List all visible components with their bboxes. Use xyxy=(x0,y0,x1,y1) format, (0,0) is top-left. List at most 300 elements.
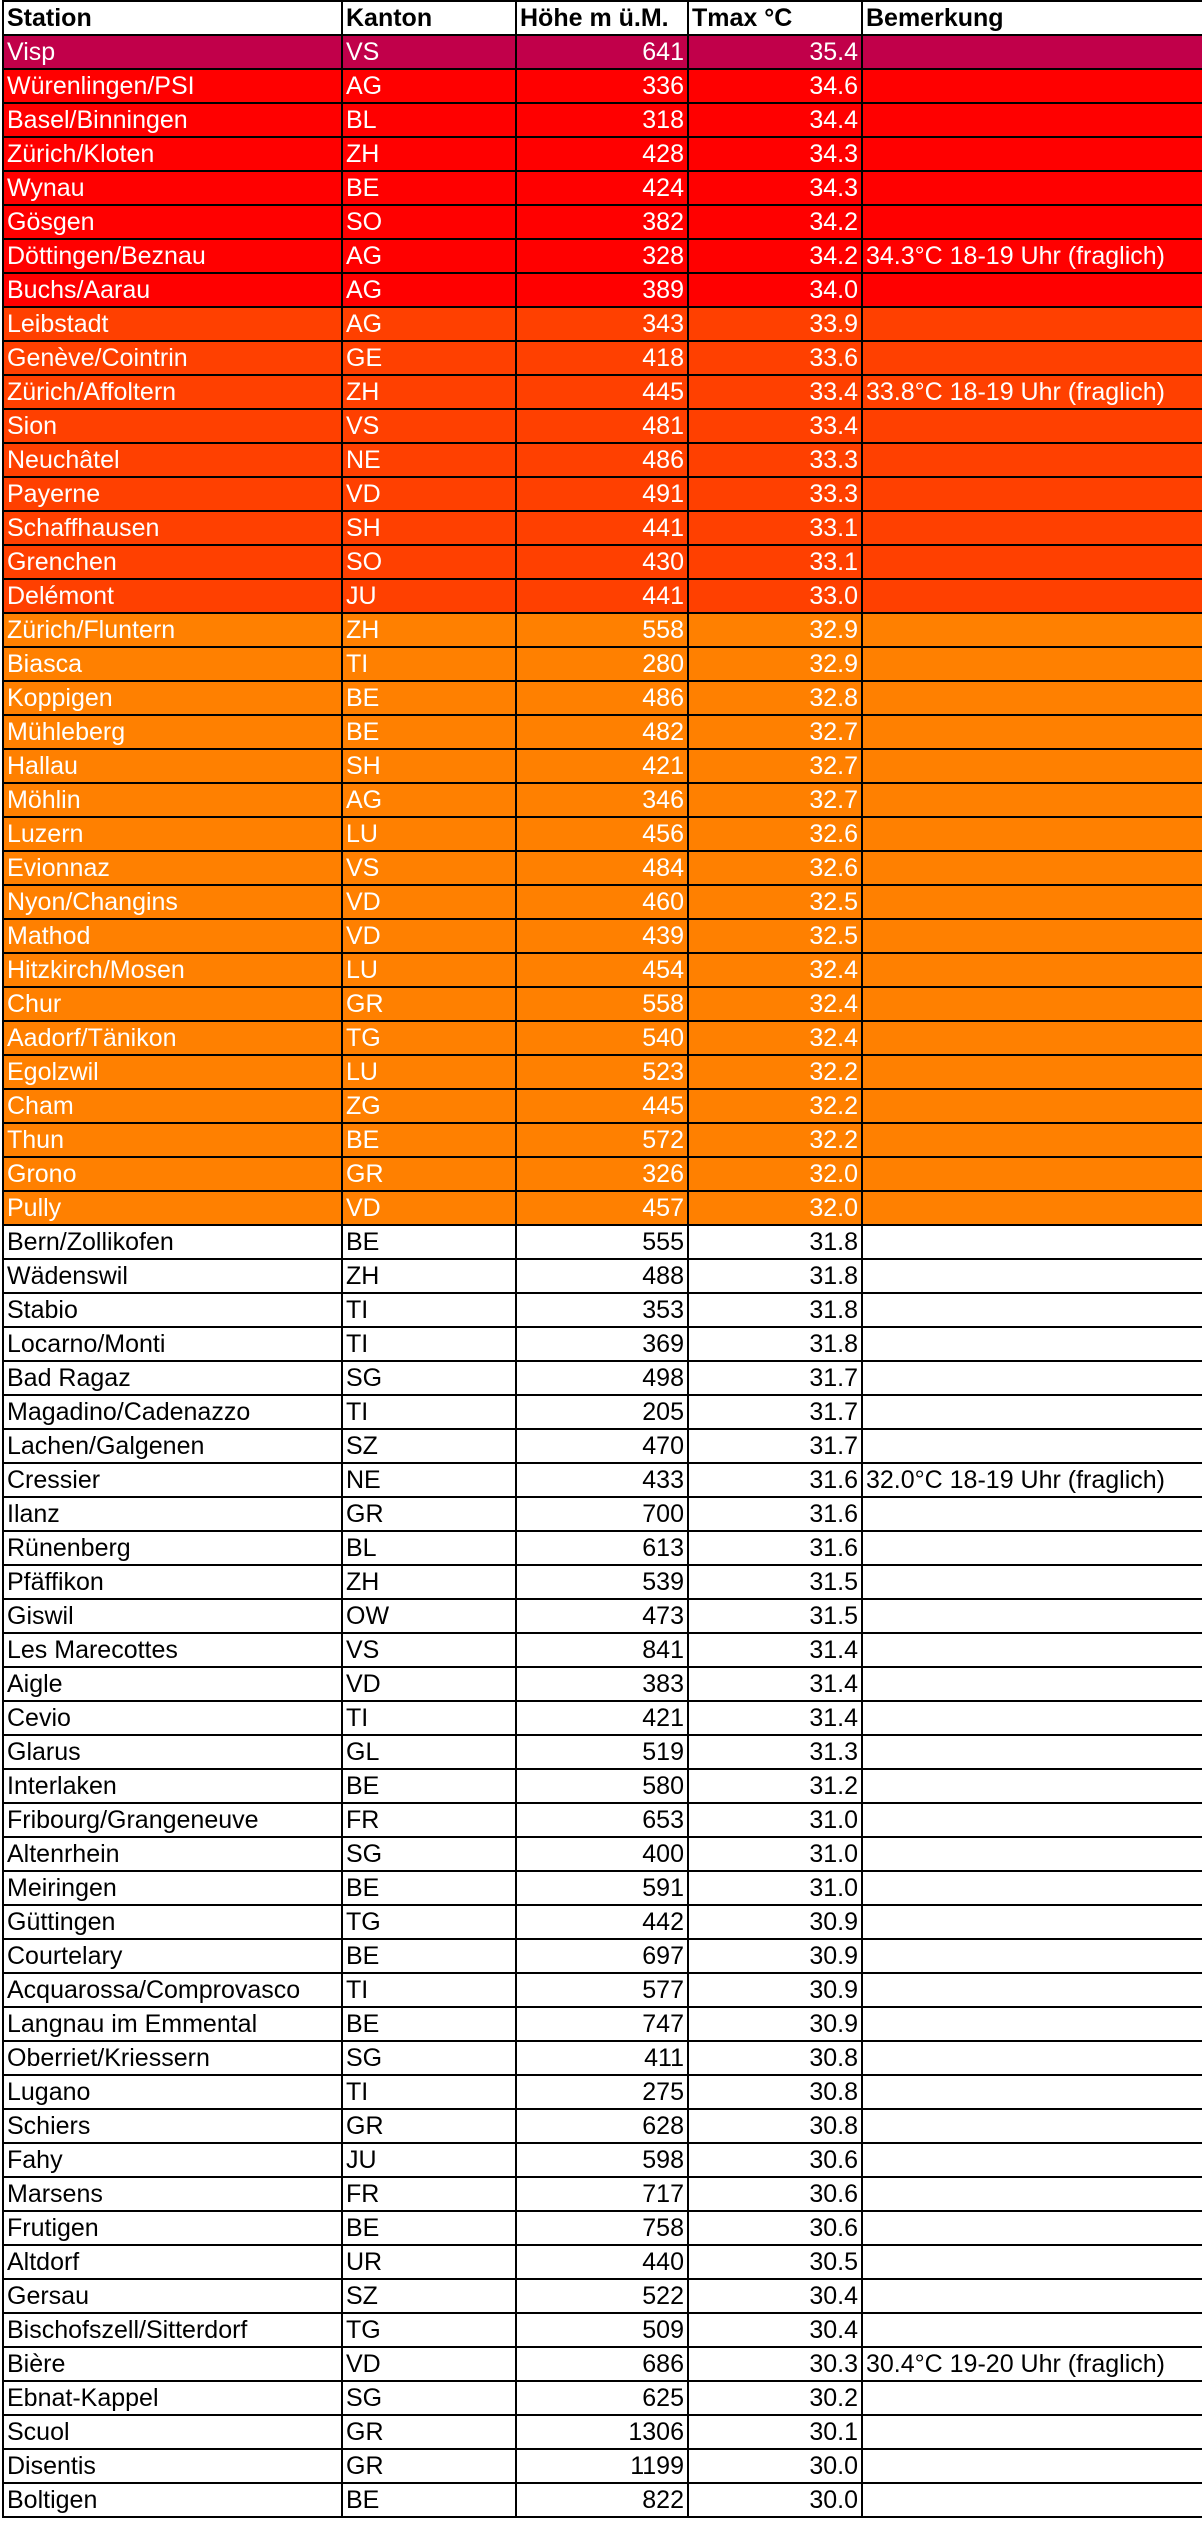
cell-bemerkung[interactable] xyxy=(862,307,1202,341)
cell-hoehe[interactable]: 369 xyxy=(516,1327,688,1361)
cell-hoehe[interactable]: 717 xyxy=(516,2177,688,2211)
cell-bemerkung[interactable] xyxy=(862,1735,1202,1769)
cell-tmax[interactable]: 32.5 xyxy=(688,885,862,919)
cell-kanton[interactable]: GR xyxy=(342,2449,516,2483)
cell-hoehe[interactable]: 441 xyxy=(516,579,688,613)
cell-station[interactable]: Les Marecottes xyxy=(3,1633,342,1667)
cell-tmax[interactable]: 31.7 xyxy=(688,1361,862,1395)
cell-kanton[interactable]: LU xyxy=(342,1055,516,1089)
cell-kanton[interactable]: BE xyxy=(342,2483,516,2517)
cell-tmax[interactable]: 32.7 xyxy=(688,749,862,783)
cell-tmax[interactable]: 32.5 xyxy=(688,919,862,953)
cell-bemerkung[interactable] xyxy=(862,2381,1202,2415)
cell-bemerkung[interactable] xyxy=(862,1089,1202,1123)
cell-kanton[interactable]: TG xyxy=(342,2313,516,2347)
cell-bemerkung[interactable] xyxy=(862,2075,1202,2109)
cell-kanton[interactable]: UR xyxy=(342,2245,516,2279)
cell-bemerkung[interactable] xyxy=(862,2041,1202,2075)
cell-tmax[interactable]: 33.3 xyxy=(688,443,862,477)
cell-station[interactable]: Koppigen xyxy=(3,681,342,715)
cell-bemerkung[interactable] xyxy=(862,1769,1202,1803)
cell-bemerkung[interactable] xyxy=(862,681,1202,715)
cell-station[interactable]: Rünenberg xyxy=(3,1531,342,1565)
cell-station[interactable]: Marsens xyxy=(3,2177,342,2211)
cell-hoehe[interactable]: 613 xyxy=(516,1531,688,1565)
cell-hoehe[interactable]: 326 xyxy=(516,1157,688,1191)
cell-kanton[interactable]: GE xyxy=(342,341,516,375)
cell-hoehe[interactable]: 457 xyxy=(516,1191,688,1225)
cell-kanton[interactable]: ZH xyxy=(342,613,516,647)
cell-kanton[interactable]: AG xyxy=(342,273,516,307)
cell-tmax[interactable]: 33.1 xyxy=(688,511,862,545)
cell-tmax[interactable]: 31.6 xyxy=(688,1497,862,1531)
cell-hoehe[interactable]: 441 xyxy=(516,511,688,545)
cell-hoehe[interactable]: 382 xyxy=(516,205,688,239)
cell-hoehe[interactable]: 482 xyxy=(516,715,688,749)
cell-station[interactable]: Schiers xyxy=(3,2109,342,2143)
cell-tmax[interactable]: 32.8 xyxy=(688,681,862,715)
cell-hoehe[interactable]: 383 xyxy=(516,1667,688,1701)
cell-bemerkung[interactable] xyxy=(862,613,1202,647)
cell-kanton[interactable]: OW xyxy=(342,1599,516,1633)
cell-bemerkung[interactable] xyxy=(862,885,1202,919)
cell-hoehe[interactable]: 758 xyxy=(516,2211,688,2245)
cell-station[interactable]: Neuchâtel xyxy=(3,443,342,477)
cell-kanton[interactable]: AG xyxy=(342,69,516,103)
cell-tmax[interactable]: 34.2 xyxy=(688,239,862,273)
cell-hoehe[interactable]: 519 xyxy=(516,1735,688,1769)
cell-kanton[interactable]: GR xyxy=(342,2109,516,2143)
cell-tmax[interactable]: 32.7 xyxy=(688,715,862,749)
cell-tmax[interactable]: 30.9 xyxy=(688,1939,862,1973)
cell-kanton[interactable]: TI xyxy=(342,1701,516,1735)
cell-kanton[interactable]: AG xyxy=(342,307,516,341)
cell-hoehe[interactable]: 421 xyxy=(516,1701,688,1735)
cell-tmax[interactable]: 30.9 xyxy=(688,2007,862,2041)
cell-tmax[interactable]: 31.0 xyxy=(688,1803,862,1837)
cell-bemerkung[interactable] xyxy=(862,851,1202,885)
cell-hoehe[interactable]: 445 xyxy=(516,375,688,409)
cell-bemerkung[interactable] xyxy=(862,1803,1202,1837)
cell-bemerkung[interactable] xyxy=(862,205,1202,239)
cell-hoehe[interactable]: 424 xyxy=(516,171,688,205)
cell-bemerkung[interactable] xyxy=(862,1497,1202,1531)
cell-station[interactable]: Langnau im Emmental xyxy=(3,2007,342,2041)
cell-hoehe[interactable]: 486 xyxy=(516,443,688,477)
header-bemerkung[interactable]: Bemerkung xyxy=(862,1,1202,35)
cell-station[interactable]: Magadino/Cadenazzo xyxy=(3,1395,342,1429)
cell-kanton[interactable]: SZ xyxy=(342,2279,516,2313)
cell-kanton[interactable]: AG xyxy=(342,783,516,817)
cell-hoehe[interactable]: 400 xyxy=(516,1837,688,1871)
cell-tmax[interactable]: 31.6 xyxy=(688,1531,862,1565)
cell-tmax[interactable]: 30.0 xyxy=(688,2483,862,2517)
cell-bemerkung[interactable] xyxy=(862,715,1202,749)
cell-bemerkung[interactable] xyxy=(862,2211,1202,2245)
cell-hoehe[interactable]: 580 xyxy=(516,1769,688,1803)
cell-hoehe[interactable]: 442 xyxy=(516,1905,688,1939)
cell-kanton[interactable]: BE xyxy=(342,1123,516,1157)
cell-kanton[interactable]: VD xyxy=(342,885,516,919)
cell-hoehe[interactable]: 428 xyxy=(516,137,688,171)
cell-kanton[interactable]: SO xyxy=(342,205,516,239)
cell-bemerkung[interactable] xyxy=(862,1565,1202,1599)
cell-tmax[interactable]: 32.6 xyxy=(688,817,862,851)
cell-tmax[interactable]: 34.3 xyxy=(688,171,862,205)
cell-station[interactable]: Gösgen xyxy=(3,205,342,239)
cell-hoehe[interactable]: 418 xyxy=(516,341,688,375)
cell-station[interactable]: Aadorf/Tänikon xyxy=(3,1021,342,1055)
cell-hoehe[interactable]: 454 xyxy=(516,953,688,987)
cell-bemerkung[interactable] xyxy=(862,783,1202,817)
cell-hoehe[interactable]: 625 xyxy=(516,2381,688,2415)
cell-hoehe[interactable]: 540 xyxy=(516,1021,688,1055)
cell-bemerkung[interactable] xyxy=(862,2279,1202,2313)
cell-kanton[interactable]: NE xyxy=(342,443,516,477)
cell-kanton[interactable]: BL xyxy=(342,103,516,137)
cell-hoehe[interactable]: 747 xyxy=(516,2007,688,2041)
cell-bemerkung[interactable] xyxy=(862,1531,1202,1565)
cell-hoehe[interactable]: 539 xyxy=(516,1565,688,1599)
cell-hoehe[interactable]: 555 xyxy=(516,1225,688,1259)
cell-hoehe[interactable]: 280 xyxy=(516,647,688,681)
cell-bemerkung[interactable] xyxy=(862,409,1202,443)
cell-hoehe[interactable]: 411 xyxy=(516,2041,688,2075)
cell-hoehe[interactable]: 484 xyxy=(516,851,688,885)
cell-tmax[interactable]: 32.9 xyxy=(688,647,862,681)
cell-bemerkung[interactable] xyxy=(862,2245,1202,2279)
cell-tmax[interactable]: 30.8 xyxy=(688,2041,862,2075)
cell-bemerkung[interactable] xyxy=(862,919,1202,953)
cell-station[interactable]: Chur xyxy=(3,987,342,1021)
cell-tmax[interactable]: 32.2 xyxy=(688,1123,862,1157)
cell-kanton[interactable]: JU xyxy=(342,2143,516,2177)
cell-kanton[interactable]: FR xyxy=(342,1803,516,1837)
cell-hoehe[interactable]: 346 xyxy=(516,783,688,817)
cell-station[interactable]: Wynau xyxy=(3,171,342,205)
cell-bemerkung[interactable] xyxy=(862,1259,1202,1293)
cell-tmax[interactable]: 30.8 xyxy=(688,2075,862,2109)
cell-station[interactable]: Bern/Zollikofen xyxy=(3,1225,342,1259)
cell-bemerkung[interactable] xyxy=(862,1939,1202,1973)
cell-station[interactable]: Delémont xyxy=(3,579,342,613)
cell-bemerkung[interactable]: 32.0°C 18-19 Uhr (fraglich) xyxy=(862,1463,1202,1497)
cell-hoehe[interactable]: 558 xyxy=(516,987,688,1021)
cell-station[interactable]: Oberriet/Kriessern xyxy=(3,2041,342,2075)
header-station[interactable]: Station xyxy=(3,1,342,35)
cell-hoehe[interactable]: 700 xyxy=(516,1497,688,1531)
cell-tmax[interactable]: 33.4 xyxy=(688,409,862,443)
cell-hoehe[interactable]: 430 xyxy=(516,545,688,579)
cell-station[interactable]: Ebnat-Kappel xyxy=(3,2381,342,2415)
cell-station[interactable]: Cevio xyxy=(3,1701,342,1735)
cell-station[interactable]: Hallau xyxy=(3,749,342,783)
cell-bemerkung[interactable] xyxy=(862,2109,1202,2143)
cell-hoehe[interactable]: 653 xyxy=(516,1803,688,1837)
cell-tmax[interactable]: 34.0 xyxy=(688,273,862,307)
cell-bemerkung[interactable] xyxy=(862,477,1202,511)
cell-tmax[interactable]: 34.4 xyxy=(688,103,862,137)
cell-kanton[interactable]: TI xyxy=(342,1395,516,1429)
cell-tmax[interactable]: 34.6 xyxy=(688,69,862,103)
cell-hoehe[interactable]: 841 xyxy=(516,1633,688,1667)
cell-station[interactable]: Buchs/Aarau xyxy=(3,273,342,307)
cell-kanton[interactable]: AG xyxy=(342,239,516,273)
cell-kanton[interactable]: BE xyxy=(342,2007,516,2041)
cell-station[interactable]: Sion xyxy=(3,409,342,443)
cell-bemerkung[interactable] xyxy=(862,443,1202,477)
cell-station[interactable]: Grono xyxy=(3,1157,342,1191)
cell-kanton[interactable]: ZH xyxy=(342,1565,516,1599)
cell-tmax[interactable]: 31.2 xyxy=(688,1769,862,1803)
cell-kanton[interactable]: VS xyxy=(342,35,516,69)
cell-tmax[interactable]: 31.4 xyxy=(688,1667,862,1701)
cell-kanton[interactable]: SO xyxy=(342,545,516,579)
cell-bemerkung[interactable] xyxy=(862,2313,1202,2347)
cell-bemerkung[interactable] xyxy=(862,2007,1202,2041)
cell-bemerkung[interactable] xyxy=(862,103,1202,137)
cell-hoehe[interactable]: 470 xyxy=(516,1429,688,1463)
cell-station[interactable]: Hitzkirch/Mosen xyxy=(3,953,342,987)
cell-kanton[interactable]: BE xyxy=(342,1225,516,1259)
cell-hoehe[interactable]: 353 xyxy=(516,1293,688,1327)
cell-station[interactable]: Mühleberg xyxy=(3,715,342,749)
cell-station[interactable]: Basel/Binningen xyxy=(3,103,342,137)
cell-station[interactable]: Pfäffikon xyxy=(3,1565,342,1599)
cell-station[interactable]: Nyon/Changins xyxy=(3,885,342,919)
cell-station[interactable]: Altenrhein xyxy=(3,1837,342,1871)
cell-hoehe[interactable]: 641 xyxy=(516,35,688,69)
cell-hoehe[interactable]: 697 xyxy=(516,1939,688,1973)
cell-kanton[interactable]: SH xyxy=(342,511,516,545)
cell-kanton[interactable]: ZH xyxy=(342,137,516,171)
cell-tmax[interactable]: 31.8 xyxy=(688,1259,862,1293)
cell-kanton[interactable]: VD xyxy=(342,919,516,953)
cell-tmax[interactable]: 31.8 xyxy=(688,1327,862,1361)
cell-kanton[interactable]: VS xyxy=(342,851,516,885)
cell-station[interactable]: Locarno/Monti xyxy=(3,1327,342,1361)
cell-tmax[interactable]: 32.4 xyxy=(688,987,862,1021)
cell-tmax[interactable]: 31.4 xyxy=(688,1701,862,1735)
cell-hoehe[interactable]: 558 xyxy=(516,613,688,647)
cell-hoehe[interactable]: 486 xyxy=(516,681,688,715)
cell-hoehe[interactable]: 822 xyxy=(516,2483,688,2517)
cell-hoehe[interactable]: 328 xyxy=(516,239,688,273)
cell-station[interactable]: Luzern xyxy=(3,817,342,851)
cell-kanton[interactable]: BE xyxy=(342,715,516,749)
cell-hoehe[interactable]: 439 xyxy=(516,919,688,953)
cell-station[interactable]: Lachen/Galgenen xyxy=(3,1429,342,1463)
cell-bemerkung[interactable] xyxy=(862,1225,1202,1259)
cell-bemerkung[interactable] xyxy=(862,1905,1202,1939)
cell-kanton[interactable]: TG xyxy=(342,1021,516,1055)
cell-tmax[interactable]: 33.6 xyxy=(688,341,862,375)
cell-tmax[interactable]: 32.0 xyxy=(688,1191,862,1225)
cell-kanton[interactable]: GR xyxy=(342,987,516,1021)
cell-tmax[interactable]: 34.3 xyxy=(688,137,862,171)
cell-bemerkung[interactable] xyxy=(862,273,1202,307)
cell-tmax[interactable]: 30.6 xyxy=(688,2211,862,2245)
cell-bemerkung[interactable] xyxy=(862,511,1202,545)
cell-station[interactable]: Bad Ragaz xyxy=(3,1361,342,1395)
cell-bemerkung[interactable] xyxy=(862,1667,1202,1701)
cell-station[interactable]: Zürich/Kloten xyxy=(3,137,342,171)
cell-station[interactable]: Thun xyxy=(3,1123,342,1157)
cell-tmax[interactable]: 32.4 xyxy=(688,1021,862,1055)
cell-hoehe[interactable]: 336 xyxy=(516,69,688,103)
cell-station[interactable]: Payerne xyxy=(3,477,342,511)
cell-hoehe[interactable]: 628 xyxy=(516,2109,688,2143)
cell-tmax[interactable]: 30.0 xyxy=(688,2449,862,2483)
cell-kanton[interactable]: BL xyxy=(342,1531,516,1565)
cell-tmax[interactable]: 31.3 xyxy=(688,1735,862,1769)
cell-station[interactable]: Ilanz xyxy=(3,1497,342,1531)
cell-tmax[interactable]: 30.9 xyxy=(688,1973,862,2007)
cell-tmax[interactable]: 34.2 xyxy=(688,205,862,239)
cell-hoehe[interactable]: 318 xyxy=(516,103,688,137)
cell-bemerkung[interactable] xyxy=(862,2449,1202,2483)
cell-hoehe[interactable]: 389 xyxy=(516,273,688,307)
cell-kanton[interactable]: BE xyxy=(342,1939,516,1973)
cell-tmax[interactable]: 31.5 xyxy=(688,1599,862,1633)
cell-hoehe[interactable]: 275 xyxy=(516,2075,688,2109)
cell-hoehe[interactable]: 491 xyxy=(516,477,688,511)
cell-bemerkung[interactable]: 34.3°C 18-19 Uhr (fraglich) xyxy=(862,239,1202,273)
cell-hoehe[interactable]: 421 xyxy=(516,749,688,783)
cell-kanton[interactable]: VD xyxy=(342,2347,516,2381)
cell-kanton[interactable]: FR xyxy=(342,2177,516,2211)
cell-kanton[interactable]: SG xyxy=(342,2381,516,2415)
cell-hoehe[interactable]: 686 xyxy=(516,2347,688,2381)
cell-station[interactable]: Giswil xyxy=(3,1599,342,1633)
cell-kanton[interactable]: LU xyxy=(342,953,516,987)
cell-bemerkung[interactable] xyxy=(862,1293,1202,1327)
cell-hoehe[interactable]: 598 xyxy=(516,2143,688,2177)
cell-kanton[interactable]: TG xyxy=(342,1905,516,1939)
header-tmax[interactable]: Tmax °C xyxy=(688,1,862,35)
cell-bemerkung[interactable] xyxy=(862,1429,1202,1463)
cell-station[interactable]: Acquarossa/Comprovasco xyxy=(3,1973,342,2007)
cell-tmax[interactable]: 32.0 xyxy=(688,1157,862,1191)
cell-bemerkung[interactable] xyxy=(862,953,1202,987)
cell-bemerkung[interactable] xyxy=(862,1599,1202,1633)
cell-station[interactable]: Boltigen xyxy=(3,2483,342,2517)
cell-tmax[interactable]: 31.7 xyxy=(688,1395,862,1429)
cell-bemerkung[interactable] xyxy=(862,1157,1202,1191)
cell-station[interactable]: Pully xyxy=(3,1191,342,1225)
cell-tmax[interactable]: 33.4 xyxy=(688,375,862,409)
cell-tmax[interactable]: 30.2 xyxy=(688,2381,862,2415)
cell-tmax[interactable]: 30.4 xyxy=(688,2313,862,2347)
cell-tmax[interactable]: 31.7 xyxy=(688,1429,862,1463)
cell-station[interactable]: Glarus xyxy=(3,1735,342,1769)
cell-station[interactable]: Möhlin xyxy=(3,783,342,817)
cell-kanton[interactable]: BE xyxy=(342,1871,516,1905)
cell-kanton[interactable]: VS xyxy=(342,409,516,443)
cell-tmax[interactable]: 31.6 xyxy=(688,1463,862,1497)
cell-bemerkung[interactable] xyxy=(862,1361,1202,1395)
cell-kanton[interactable]: JU xyxy=(342,579,516,613)
cell-station[interactable]: Courtelary xyxy=(3,1939,342,1973)
cell-hoehe[interactable]: 509 xyxy=(516,2313,688,2347)
cell-bemerkung[interactable] xyxy=(862,1055,1202,1089)
cell-tmax[interactable]: 31.5 xyxy=(688,1565,862,1599)
cell-hoehe[interactable]: 460 xyxy=(516,885,688,919)
cell-hoehe[interactable]: 473 xyxy=(516,1599,688,1633)
cell-kanton[interactable]: BE xyxy=(342,1769,516,1803)
cell-kanton[interactable]: TI xyxy=(342,2075,516,2109)
cell-station[interactable]: Leibstadt xyxy=(3,307,342,341)
cell-station[interactable]: Stabio xyxy=(3,1293,342,1327)
cell-tmax[interactable]: 30.6 xyxy=(688,2143,862,2177)
cell-hoehe[interactable]: 591 xyxy=(516,1871,688,1905)
cell-hoehe[interactable]: 433 xyxy=(516,1463,688,1497)
cell-tmax[interactable]: 32.2 xyxy=(688,1055,862,1089)
cell-station[interactable]: Bischofszell/Sitterdorf xyxy=(3,2313,342,2347)
cell-tmax[interactable]: 32.2 xyxy=(688,1089,862,1123)
cell-kanton[interactable]: SH xyxy=(342,749,516,783)
cell-station[interactable]: Aigle xyxy=(3,1667,342,1701)
cell-station[interactable]: Wädenswil xyxy=(3,1259,342,1293)
cell-bemerkung[interactable] xyxy=(862,1633,1202,1667)
cell-bemerkung[interactable] xyxy=(862,1701,1202,1735)
cell-tmax[interactable]: 32.7 xyxy=(688,783,862,817)
cell-tmax[interactable]: 31.8 xyxy=(688,1293,862,1327)
cell-bemerkung[interactable] xyxy=(862,1973,1202,2007)
cell-bemerkung[interactable]: 30.4°C 19-20 Uhr (fraglich) xyxy=(862,2347,1202,2381)
cell-bemerkung[interactable] xyxy=(862,1871,1202,1905)
cell-bemerkung[interactable] xyxy=(862,1021,1202,1055)
cell-hoehe[interactable]: 498 xyxy=(516,1361,688,1395)
cell-kanton[interactable]: NE xyxy=(342,1463,516,1497)
cell-hoehe[interactable]: 488 xyxy=(516,1259,688,1293)
cell-station[interactable]: Fahy xyxy=(3,2143,342,2177)
cell-station[interactable]: Fribourg/Grangeneuve xyxy=(3,1803,342,1837)
cell-station[interactable]: Grenchen xyxy=(3,545,342,579)
cell-hoehe[interactable]: 456 xyxy=(516,817,688,851)
cell-station[interactable]: Biasca xyxy=(3,647,342,681)
cell-station[interactable]: Cressier xyxy=(3,1463,342,1497)
cell-hoehe[interactable]: 522 xyxy=(516,2279,688,2313)
cell-tmax[interactable]: 31.4 xyxy=(688,1633,862,1667)
cell-tmax[interactable]: 35.4 xyxy=(688,35,862,69)
cell-bemerkung[interactable] xyxy=(862,749,1202,783)
cell-bemerkung[interactable] xyxy=(862,341,1202,375)
cell-tmax[interactable]: 31.0 xyxy=(688,1871,862,1905)
cell-station[interactable]: Döttingen/Beznau xyxy=(3,239,342,273)
cell-station[interactable]: Cham xyxy=(3,1089,342,1123)
cell-kanton[interactable]: TI xyxy=(342,1973,516,2007)
cell-kanton[interactable]: BE xyxy=(342,681,516,715)
header-kanton[interactable]: Kanton xyxy=(342,1,516,35)
cell-station[interactable]: Disentis xyxy=(3,2449,342,2483)
cell-station[interactable]: Genève/Cointrin xyxy=(3,341,342,375)
cell-kanton[interactable]: VD xyxy=(342,1191,516,1225)
cell-station[interactable]: Schaffhausen xyxy=(3,511,342,545)
cell-bemerkung[interactable] xyxy=(862,1191,1202,1225)
cell-bemerkung[interactable]: 33.8°C 18-19 Uhr (fraglich) xyxy=(862,375,1202,409)
cell-kanton[interactable]: VS xyxy=(342,1633,516,1667)
cell-kanton[interactable]: BE xyxy=(342,2211,516,2245)
cell-kanton[interactable]: TI xyxy=(342,1327,516,1361)
cell-hoehe[interactable]: 572 xyxy=(516,1123,688,1157)
cell-tmax[interactable]: 30.9 xyxy=(688,1905,862,1939)
cell-kanton[interactable]: VD xyxy=(342,1667,516,1701)
cell-bemerkung[interactable] xyxy=(862,2483,1202,2517)
cell-station[interactable]: Frutigen xyxy=(3,2211,342,2245)
cell-station[interactable]: Bière xyxy=(3,2347,342,2381)
cell-station[interactable]: Mathod xyxy=(3,919,342,953)
